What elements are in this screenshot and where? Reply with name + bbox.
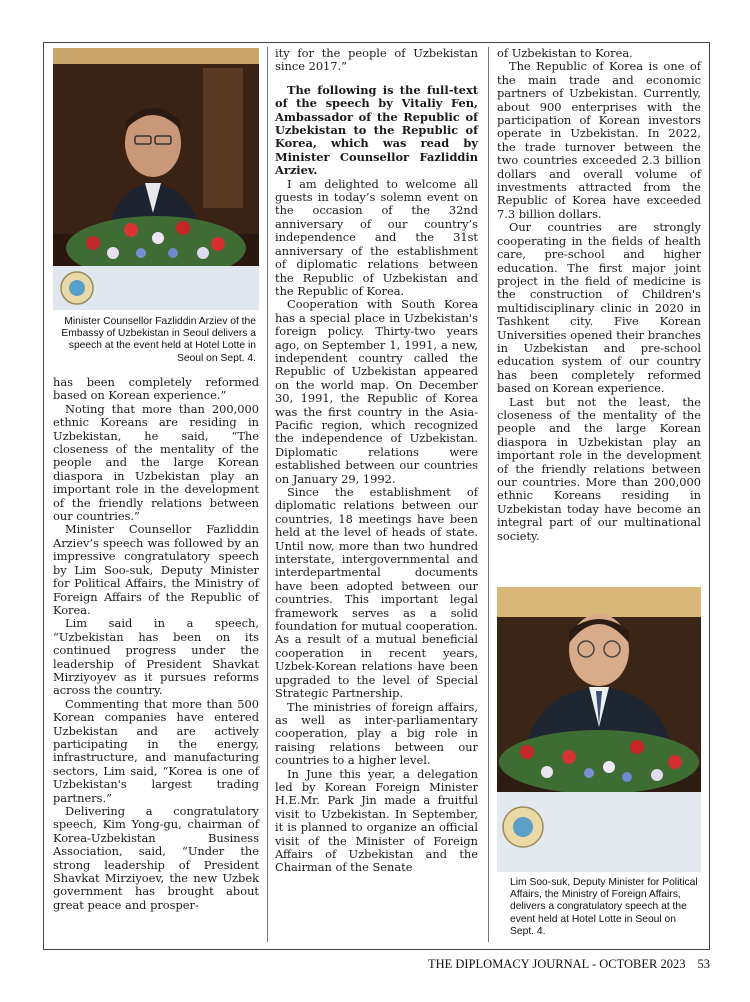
column-rule [267, 47, 268, 942]
column-2 [275, 47, 478, 875]
paragraph: Commenting that more than 500 Korean companies have entered Uzbekistan and are actively participating in the energy, infrastructure, and manufacturing sectors, Lim said, “Korea is one of Uzbekistan's largest trading partners.” [53, 696, 259, 805]
paragraph: has been completely reformed based on Korean experience.” [53, 375, 259, 403]
paragraph: The Republic of Korea is one of the main trade and economic partners of Uzbekistan. Currently, about 900 enterprises with the participation of Korean investors operate in Uzbekistan. In 2022, the trade turnover between the two countries exceeded 2.3 billion dollars and overall volume of investments attracted from the Republic of Korea have exceeded 7.3 billion dollars. [497, 59, 701, 221]
journal-footer: THE DIPLOMACY JOURNAL - OCTOBER 2023 [427, 957, 686, 971]
photo2-caption: Lim Soo-suk, Deputy Minister for Political Affairs, the Ministry of Foreign Affairs, delivers a congratulatory speech at the event held at Hotel Lotte in Seoul on Sept. 4. [510, 877, 698, 937]
paragraph: I am delighted to welcome all guests in today’s solemn event on the occasion of the 32nd anniversary of our country’s independence and the 31st anniversary of the establishment of diplomatic relations between the Republic of Uzbekistan and the Republic of Korea. [275, 176, 478, 298]
page-number: 53 [697, 957, 710, 971]
page-footer [428, 957, 710, 972]
paragraph: In June this year, a delegation led by Korean Foreign Minister H.E.Mr. Park Jin made a fruitful visit to Uzbekistan. In September, it is planned to organize an official visit of the Minister of Foreign Affairs of Uzbekistan and the Chairman of the Senate [275, 766, 478, 875]
paragraph: Our countries are strongly cooperating in the fields of health care, pre-school and higher education. The first major joint project in the field of medicine is the construction of Children's multidisciplinary clinic in 2020 in Tashkent city. Five Korean Universities opened their branches in Uzbekistan and pre-school education system of our country has been completely reformed based on Korean experience. [497, 220, 701, 396]
photo1-caption: Minister Counsellor Fazliddin Arziev of the Embassy of Uzbekistan in Seoul delivers a speech at the event held at Hotel Lotte in Seoul on Sept. 4. [61, 316, 256, 364]
paragraph: Since the establishment of diplomatic relations between our countries, 18 meetings have been held at the level of heads of state. Until now, more than two hundred interstate, intergovernmental and interdepartmental documents have been adopted between our countries. This important legal framework serves as a solid foundation for mutual cooperation. As a result of a mutual beneficial cooperation in recent years, Uzbek-Korean relations have been upgraded to the level of Special Strategic Partnership. [275, 485, 478, 701]
column-3 [497, 47, 701, 543]
paragraph: The ministries of foreign affairs, as well as inter-parliamentary cooperation, play a big role in raising relations between our countries to a higher level. [275, 699, 478, 768]
paragraph: Delivering a congratulatory speech, Kim Yong-gu, chairman of Korea-Uzbekistan Business Association, said, “Under the strong leadership of President Shavkat Mirziyoev, the new Uzbek government has brought about great peace and prosper- [53, 804, 259, 912]
paragraph: Cooperation with South Korea has a special place in Uzbekistan's foreign policy. Thirty-two years ago, on September 1, 1991, a new, independent country called the Republic of Uzbekistan appeared on the world map. On December 30, 1991, the Republic of Korea was the first country in the Asia-Pacific region, which recognized the independence of Uzbekistan. Diplomatic relations were established between our countries on January 29, 1992. [275, 297, 478, 486]
paragraph: of Uzbekistan to Korea. [497, 46, 633, 60]
paragraph: Last but not the least, the closeness of the mentality of the people and the large Korean diaspora in Uzbekistan play an important role in the development of the friendly relations between our countries. More than 200,000 ethnic Koreans residing in Uzbekistan today have become an integral part of our multinational society. [497, 394, 701, 543]
column-rule [488, 47, 489, 942]
photo-fazliddin-arziev [53, 48, 259, 310]
paragraph: Lim said in a speech, “Uzbekistan has been on its continued progress under the leadership of President Shavkat Mirziyoyev as it pursues reforms across the country. [53, 616, 259, 698]
paragraph: Minister Counsellor Fazliddin Arziev’s speech was followed by an impressive congratulatory speech by Lim Soo-suk, Deputy Minister for Political Affairs, the Ministry of Foreign Affairs of the Republic of Korea. [53, 522, 259, 617]
paragraph: Noting that more than 200,000 ethnic Koreans are residing in Uzbekistan, he said, “The closeness of the mentality of the people and the large Korean diaspora in Uzbekistan play an important role in the development of the friendly relations between our countries.” [53, 401, 259, 524]
photo-lim-soo-suk [497, 587, 701, 872]
column-1 [53, 376, 259, 912]
paragraph: ity for the people of Uzbekistan since 2017.” [275, 46, 478, 74]
speech-intro: The following is the full-text of the speech by Vitaliy Fen, Ambassador of the Republic of Uzbekistan to the Republic of Korea, which was read by Minister Counsellor Fazliddin Arziev. [275, 82, 478, 178]
